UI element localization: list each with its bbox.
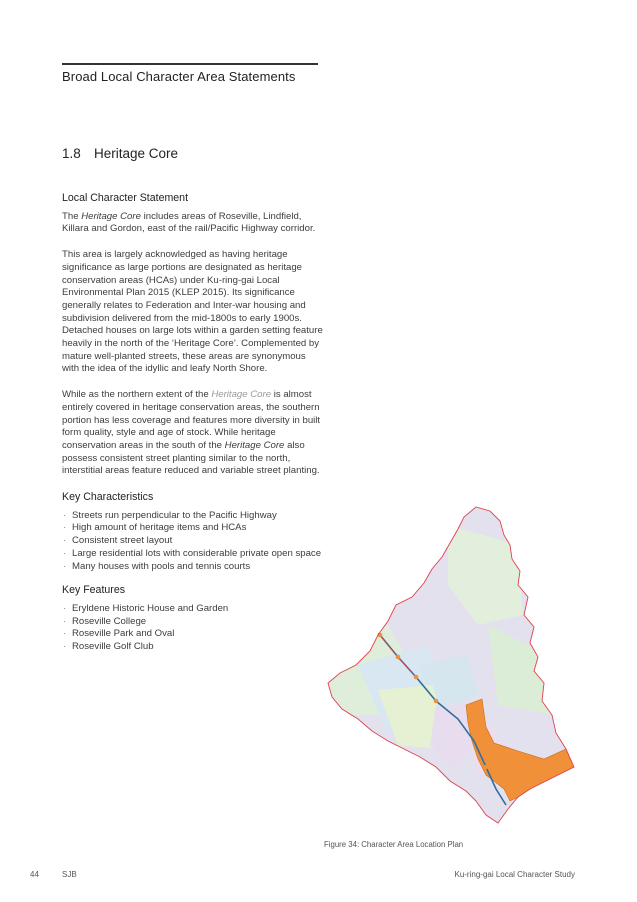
footer-doc-title: Ku-ring-gai Local Character Study [454,870,575,879]
paragraph-2: This area is largely acknowledged as having heritage significance as large portions are designated as heritage conservation areas (HCAs) under Ku-ring-gai Local Environmental Plan 2015 (KLEP 2015). Its significance generally relates to Federation and Inter-war housing and subdivision delivered from the mid-1800s to early 1900s. Detached houses on large lots within a garden setting feature heavily in the north of the ‘Heritage Core’. Complemented by mature well-planted streets, these areas are synonymous with the idea of the idyllic and leafy North Shore. [62,249,323,375]
list-item: · Consistent street layout [62,535,324,548]
list-item: · Roseville Golf Club [62,641,324,654]
list-item: · High amount of heritage items and HCAs [62,522,324,535]
text-column [62,192,324,665]
paragraph-3: While as the northern extent of the Heritage Core is almost entirely covered in heritage conservation areas, the southern portion has less coverage and features more diversity in built form quality, style and age of stock. While heritage conservation areas in the south of the Heritage Core also possess consistent street planting similar to the north, interstitial areas feature reduced and variable street planting. [62,389,321,477]
list-item: · Large residential lots with considerable private open space [62,548,324,561]
section-title [62,146,178,161]
section-number: 1.8 [62,146,81,161]
list-item: · Roseville Park and Oval [62,628,324,641]
list-item: · Streets run perpendicular to the Pacific Highway [62,510,324,523]
page-header: Broad Local Character Area Statements [62,69,296,84]
footer-org: SJB [62,870,77,879]
local-character-heading: Local Character Statement [62,192,189,204]
key-characteristics-list [62,510,324,574]
list-item: · Roseville College [62,616,324,629]
list-item: · Many houses with pools and tennis courts [62,561,324,574]
page-number: 44 [30,870,39,879]
figure-caption: Figure 34: Character Area Location Plan [324,840,464,849]
paragraph-1: The Heritage Core includes areas of Roseville, Lindfield, Killara and Gordon, east of the rail/Pacific Highway corridor. [62,210,316,235]
key-features-list [62,603,324,654]
section-name: Heritage Core [94,146,179,161]
key-characteristics-heading: Key Characteristics [62,491,154,504]
list-item: · Eryldene Historic House and Garden [62,603,324,616]
header-rule [62,63,318,65]
map-regions [318,505,586,827]
key-features-heading: Key Features [62,584,126,597]
character-area-location-map [318,505,586,827]
